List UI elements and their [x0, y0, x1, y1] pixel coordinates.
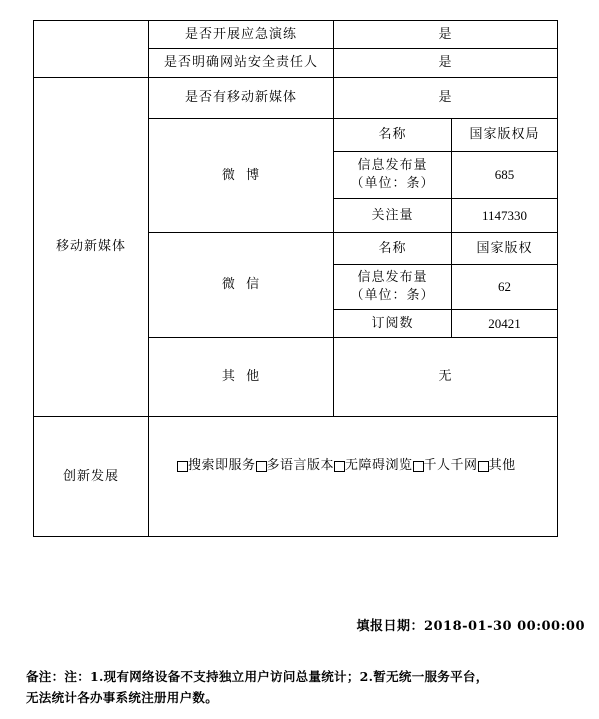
- weibo-followers-value: 1147330: [481, 207, 528, 223]
- weibo-label: 微 博: [221, 167, 261, 183]
- mobile-media-value: 是: [438, 90, 453, 105]
- other-value: 无: [438, 369, 453, 384]
- innovation-checkbox-4[interactable]: [413, 461, 424, 472]
- weibo-posts-label-line1: 信息发布量: [357, 158, 428, 173]
- report-date: 填报日期：2018-01-30 00:00:00: [356, 619, 585, 634]
- innovation-checkbox-3[interactable]: [334, 461, 345, 472]
- innovation-option-5: 其他: [488, 458, 516, 473]
- innovation-checkbox-2[interactable]: [256, 461, 267, 472]
- weibo-posts-label: [334, 152, 451, 198]
- innovation-option-3: 无障碍浏览: [345, 458, 413, 473]
- mobile-section-label: 移动新媒体: [55, 239, 126, 254]
- innovation-checkbox-1[interactable]: [177, 461, 188, 472]
- table-border-bottom: [33, 536, 558, 537]
- emergency-drill-value: 是: [438, 26, 453, 42]
- wechat-posts-label-line1: 信息发布量: [357, 270, 428, 285]
- innovation-option-2: 多语言版本: [266, 458, 335, 473]
- innovation-option-4: 千人千网: [423, 458, 478, 473]
- wechat-posts-value: 62: [498, 279, 511, 294]
- wechat-posts-label: [334, 265, 451, 309]
- wechat-name-label: 名称: [378, 240, 407, 256]
- weibo-name-label: 名称: [378, 127, 407, 142]
- security-person-value: 是: [438, 55, 453, 70]
- wechat-label: 微 信: [221, 277, 261, 292]
- wechat-subs-value: 20421: [488, 315, 521, 331]
- weibo-name-value: 国家版权局: [469, 127, 540, 142]
- weibo-followers-label: 关注量: [371, 207, 414, 223]
- emergency-drill-label: 是否开展应急演练: [184, 26, 297, 42]
- security-person-label: 是否明确网站安全责任人: [163, 55, 318, 70]
- innovation-label: 创新发展: [62, 468, 119, 484]
- wechat-name-value: 国家版权: [476, 240, 533, 256]
- remarks-note: [26, 666, 586, 708]
- mobile-media-label: 是否有移动新媒体: [184, 90, 297, 105]
- weibo-posts-value: 685: [494, 167, 515, 182]
- wechat-subs-label: 订阅数: [371, 315, 414, 331]
- wechat-posts-label-line2: （单位：条）: [350, 288, 435, 303]
- remarks-line-1: 备注：注：1.现有网络设备不支持独立用户访问总量统计；2.暂无统一服务平台，: [26, 669, 489, 684]
- weibo-posts-label-line2: （单位：条）: [350, 176, 435, 191]
- innovation-options: [149, 417, 557, 515]
- other-label: 其 他: [221, 369, 261, 384]
- remarks-line-2: 无法统计各办事系统注册用户数。: [26, 690, 219, 705]
- innovation-checkbox-5[interactable]: [478, 461, 489, 472]
- innovation-option-1: 搜索即服务: [188, 458, 256, 473]
- table-border-right: [557, 20, 558, 537]
